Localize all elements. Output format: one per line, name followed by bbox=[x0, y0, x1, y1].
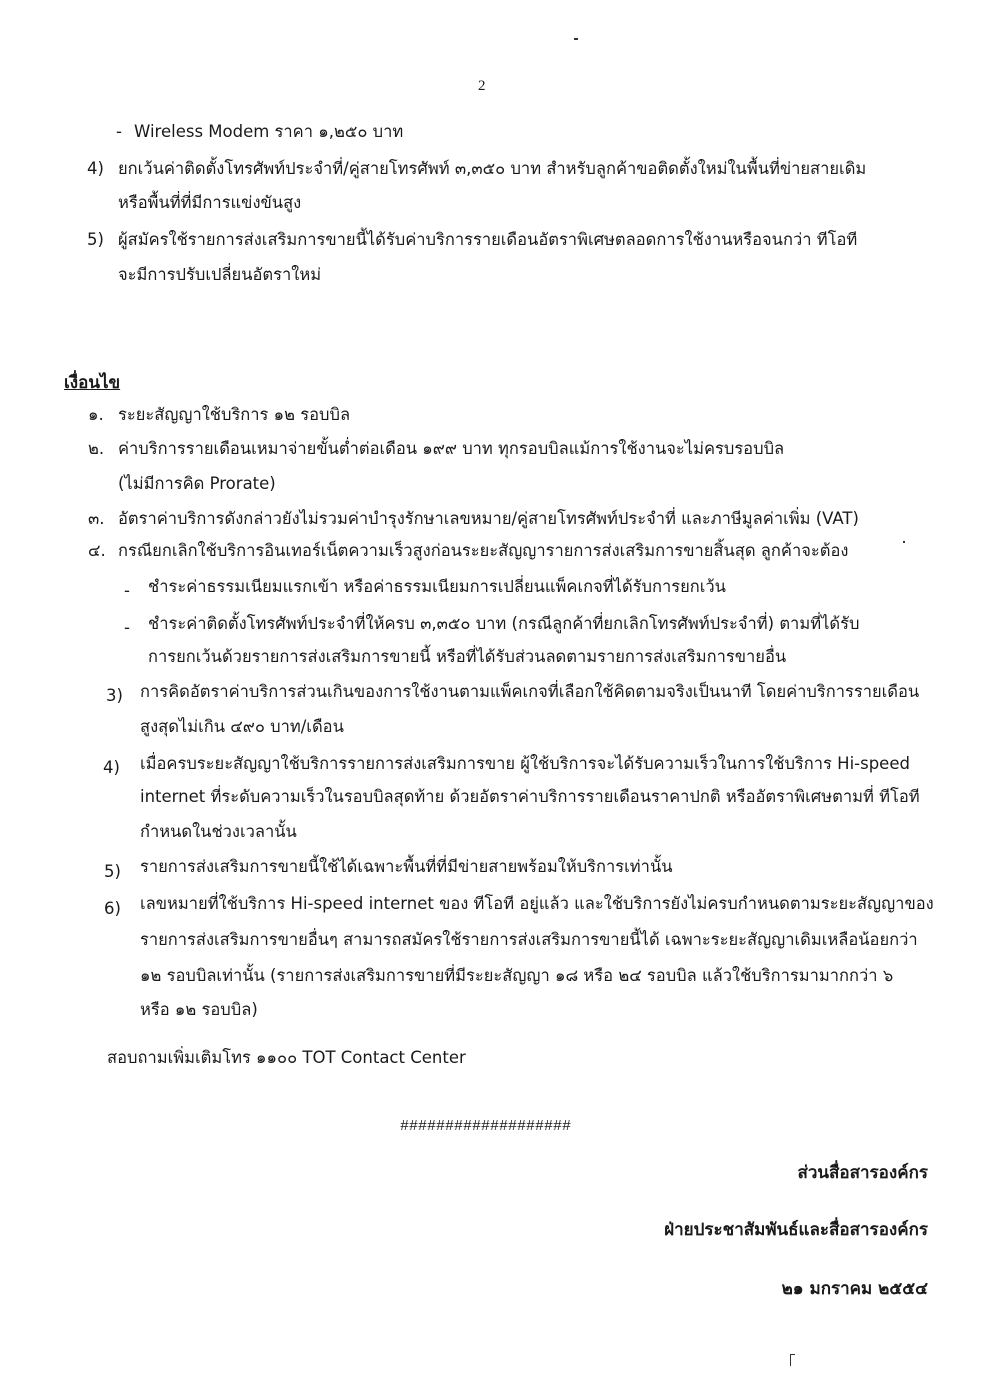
scan-speck bbox=[790, 1354, 795, 1355]
conditions-heading: เงื่อนไข bbox=[64, 373, 121, 393]
list-item-text: กำหนดในช่วงเวลานั้น bbox=[140, 822, 297, 841]
list-marker: - bbox=[124, 581, 130, 600]
list-marker: 4) bbox=[103, 758, 120, 777]
list-marker: ๔. bbox=[88, 541, 106, 560]
list-item-text: ผู้สมัครใช้รายการส่งเสริมการขายนี้ได้รับค่าบริการรายเดือนอัตราพิเศษตลอดการใช้งานหรือจนกว่า ทีโอที bbox=[118, 230, 858, 249]
list-item-text: internet ที่ระดับความเร็วในรอบบิลสุดท้าย ด้วยอัตราค่าบริการรายเดือนราคาปกติ หรืออัตราพิเศษตามที่ ทีโอที bbox=[140, 787, 920, 806]
list-item-text: ๑๒ รอบบิลเท่านั้น (รายการส่งเสริมการขายที่มีระยะสัญญา ๑๘ หรือ ๒๔ รอบบิล แล้วใช้บริการมามากกว่า ๖ bbox=[140, 966, 894, 985]
list-marker: ๒. bbox=[88, 439, 105, 458]
list-item-text: เมื่อครบระยะสัญญาใช้บริการรายการส่งเสริมการขาย ผู้ใช้บริการจะได้รับความเร็วในการใช้บริการ Hi-speed bbox=[140, 754, 910, 773]
list-marker: - bbox=[116, 122, 122, 141]
list-item-text: หรือ ๑๒ รอบบิล) bbox=[140, 1000, 258, 1019]
issue-date: ๒๑ มกราคม ๒๕๕๔ bbox=[781, 1279, 928, 1299]
contact-line: สอบถามเพิ่มเติมโทร ๑๑๐๐ TOT Contact Center bbox=[107, 1048, 466, 1067]
list-marker: 5) bbox=[87, 230, 104, 249]
list-item-text: อัตราค่าบริการดังกล่าวยังไม่รวมค่าบำรุงรักษาเลขหมาย/คู่สายโทรศัพท์ประจำที่ และภาษีมูลค่าเพิ่ม (VAT) bbox=[118, 509, 859, 528]
list-item-text: ชำระค่าธรรมเนียมแรกเข้า หรือค่าธรรมเนียมการเปลี่ยนแพ็คเกจที่ได้รับการยกเว้น bbox=[148, 577, 726, 596]
list-item-text: เลขหมายที่ใช้บริการ Hi-speed internet ของ ทีโอที อยู่แล้ว และใช้บริการยังไม่ครบกำหนดตามระยะสัญญาของ bbox=[140, 894, 934, 913]
list-item-text: รายการส่งเสริมการขายอื่นๆ สามารถสมัครใช้รายการส่งเสริมการขายนี้ได้ เฉพาะระยะสัญญาเดิมเหลือน้อยกว่า bbox=[140, 930, 918, 949]
list-item-text: สูงสุดไม่เกิน ๔๙๐ บาท/เดือน bbox=[140, 717, 344, 736]
list-item-text: ระยะสัญญาใช้บริการ ๑๒ รอบบิล bbox=[118, 405, 351, 424]
list-item-text: การยกเว้นด้วยรายการส่งเสริมการขายนี้ หรือที่ได้รับส่วนลดตามรายการส่งเสริมการขายอื่น bbox=[148, 647, 787, 666]
list-item-text: การคิดอัตราค่าบริการส่วนเกินของการใช้งานตามแพ็คเกจที่เลือกใช้คิดตามจริงเป็นนาที โดยค่าบริการรายเดือน bbox=[140, 682, 920, 701]
department-name: ส่วนสื่อสารองค์กร bbox=[797, 1163, 928, 1183]
list-item-text: กรณียกเลิกใช้บริการอินเทอร์เน็ตความเร็วสูงก่อนระยะสัญญารายการส่งเสริมการขายสิ้นสุด ลูกค้าจะต้อง bbox=[118, 541, 849, 560]
list-item-text: หรือพื้นที่ที่มีการแข่งขันสูง bbox=[118, 193, 302, 212]
scan-speck bbox=[574, 38, 578, 40]
list-item-text: ค่าบริการรายเดือนเหมาจ่ายขั้นต่ำต่อเดือน ๑๙๙ บาท ทุกรอบบิลแม้การใช้งานจะไม่ครบรอบบิล bbox=[118, 439, 785, 458]
list-marker: 6) bbox=[104, 899, 121, 918]
list-item-text: ชำระค่าติดตั้งโทรศัพท์ประจำที่ให้ครบ ๓,๓๕๐ บาท (กรณีลูกค้าที่ยกเลิกโทรศัพท์ประจำที่) ตามที่ได้รับ bbox=[148, 614, 860, 633]
list-marker: 5) bbox=[104, 862, 121, 881]
list-item-text: ยกเว้นค่าติดตั้งโทรศัพท์ประจำที่/คู่สายโทรศัพท์ ๓,๓๕๐ บาท สำหรับลูกค้าขอติดตั้งใหม่ในพื้นที่ข่ายสายเดิม bbox=[118, 159, 867, 178]
list-item-text: Wireless Modem ราคา ๑,๒๕๐ บาท bbox=[134, 122, 404, 141]
division-name: ฝ่ายประชาสัมพันธ์และสื่อสารองค์กร bbox=[664, 1220, 928, 1240]
separator: ################### bbox=[400, 1118, 572, 1135]
scan-speck bbox=[903, 541, 905, 543]
list-item-text: จะมีการปรับเปลี่ยนอัตราใหม่ bbox=[118, 265, 322, 284]
list-item-text: รายการส่งเสริมการขายนี้ใช้ได้เฉพาะพื้นที่ที่มีข่ายสายพร้อมให้บริการเท่านั้น bbox=[140, 857, 673, 876]
scan-speck bbox=[790, 1354, 791, 1366]
list-marker: ๑. bbox=[88, 405, 104, 424]
list-marker: ๓. bbox=[88, 509, 105, 528]
list-marker: - bbox=[124, 618, 130, 637]
list-marker: 4) bbox=[87, 159, 104, 178]
list-marker: 3) bbox=[106, 686, 123, 705]
list-item-text: (ไม่มีการคิด Prorate) bbox=[118, 474, 276, 493]
page-number: 2 bbox=[478, 78, 486, 94]
